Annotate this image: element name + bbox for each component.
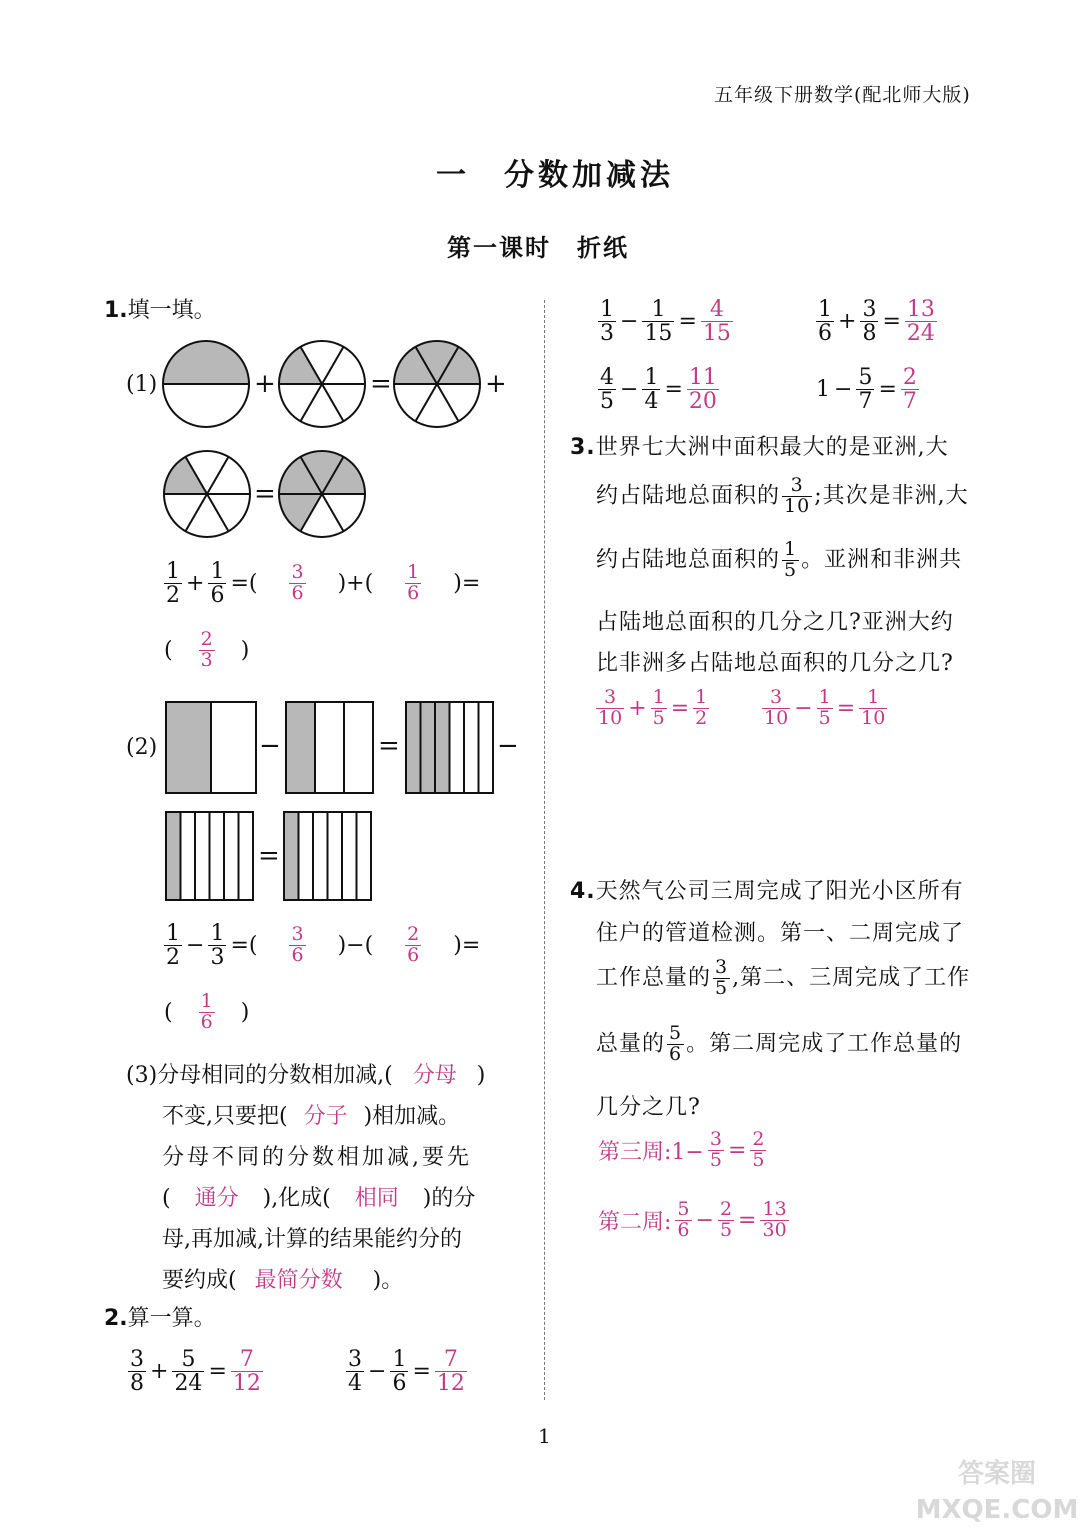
answer-fraction: $\frac{3}{6}$ bbox=[291, 923, 304, 967]
svg-text:=: = bbox=[378, 731, 400, 761]
answer-fraction: $\frac{3}{6}$ bbox=[291, 561, 304, 605]
q3-answer-1: $\frac{3}{10}$ + $\frac{1}{5}$ = $\frac{1}{2}$ bbox=[598, 686, 708, 729]
q4-answer-1: 第三周:1− $\frac{3}{5}$ = $\frac{2}{5}$ bbox=[598, 1128, 765, 1171]
svg-text:−: − bbox=[497, 731, 519, 761]
q3-line5: 比非洲多占陆地总面积的几分之几? bbox=[596, 651, 954, 676]
svg-text:=: = bbox=[370, 369, 392, 399]
lesson-title: 第一课时 折纸 bbox=[447, 234, 629, 262]
q1-label: 1. bbox=[104, 298, 128, 323]
answer-fraction: $\frac{2}{3}$ bbox=[200, 628, 213, 671]
q4-line5: 几分之几? bbox=[596, 1095, 701, 1120]
q1-part3-line4: ( 通分 ),化成( 相同 )的分 bbox=[162, 1186, 476, 1211]
q4-line3: 工作总量的 $\frac{3}{5}$ ,第二、三周完成了工作 bbox=[596, 956, 971, 999]
svg-text:−: − bbox=[259, 731, 281, 761]
fraction: $\frac{1}{2}$ bbox=[166, 559, 180, 609]
fraction: $\frac{1}{3}$ bbox=[210, 921, 225, 971]
q2-item-2: $\frac{3}{4}$ − $\frac{1}{6}$ = $\frac{7}{12}$ bbox=[348, 1347, 465, 1397]
answer-fraction: $\frac{1}{6}$ bbox=[407, 561, 420, 605]
circle-sixth-shaded bbox=[279, 341, 365, 427]
q1-part1-equation: $\frac{1}{2}$ + $\frac{1}{6}$ =( $\frac{3}{6}$ )+( $\frac{1}{6}$ )= bbox=[166, 559, 481, 609]
circle-half-shaded bbox=[163, 341, 249, 427]
q1-part1-label: (1) bbox=[126, 372, 158, 397]
q2-item-5: $\frac{4}{5}$ − $\frac{1}{4}$ = $\frac{11}{20}$ bbox=[600, 365, 717, 415]
q3-line2: 约占陆地总面积的 $\frac{3}{10}$ ;其次是非洲,大 bbox=[596, 474, 969, 517]
rect-half-shaded bbox=[166, 702, 256, 793]
q4-line1: 4.天然气公司三周完成了阳光小区所有 bbox=[570, 879, 964, 904]
q1-part3-line1: (3)分母相同的分数相加减,( 分母 ) bbox=[126, 1063, 486, 1088]
q1-part2-equation: $\frac{1}{2}$ − $\frac{1}{3}$ =( $\frac{3}{6}$ )−( $\frac{2}{6}$ )= bbox=[166, 921, 481, 971]
rect-third-shaded bbox=[286, 702, 373, 793]
page-number: 1 bbox=[538, 1424, 551, 1448]
svg-text:=: = bbox=[254, 479, 276, 509]
book-header: 五年级下册数学(配北师大版) bbox=[714, 84, 971, 106]
q4-line2: 住户的管道检测。第一、二周完成了 bbox=[596, 921, 965, 946]
q1-part3-line6: 要约成( 最简分数 )。 bbox=[162, 1268, 404, 1293]
q3-line4: 占陆地总面积的几分之几?亚洲大约 bbox=[596, 610, 954, 635]
q2-item-4: $\frac{1}{6}$ + $\frac{3}{8}$ = $\frac{13}{24}$ bbox=[818, 297, 935, 347]
rect-one-sixth-shaded bbox=[166, 812, 253, 900]
svg-text:+: + bbox=[485, 369, 507, 399]
q1-part2-result: ( $\frac{1}{6}$ ) bbox=[164, 990, 250, 1033]
circle-three-sixths-shaded bbox=[394, 341, 480, 427]
q1-part2-label: (2) bbox=[126, 735, 158, 760]
q3-answer-2: $\frac{3}{10}$ − $\frac{1}{5}$ = $\frac{1}{10}$ bbox=[764, 686, 886, 729]
q4-line4: 总量的 $\frac{5}{6}$ 。第二周完成了工作总量的 bbox=[596, 1022, 963, 1065]
answer-fraction: $\frac{1}{6}$ bbox=[200, 990, 213, 1033]
chapter-title: 一 分数加减法 bbox=[436, 158, 674, 193]
q1-part3-line2: 不变,只要把( 分子 )相加减。 bbox=[162, 1104, 461, 1129]
fraction: $\frac{1}{2}$ bbox=[166, 921, 180, 971]
q1-part3-line3: 分母不同的分数相加减,要先 bbox=[162, 1145, 472, 1170]
fraction: $\frac{1}{6}$ bbox=[210, 559, 225, 609]
rect-one-sixth-shaded-2 bbox=[284, 812, 371, 900]
q3-line3: 约占陆地总面积的 $\frac{1}{5}$ 。亚洲和非洲共 bbox=[596, 538, 963, 581]
q1-prompt: 填一填。 bbox=[127, 298, 216, 323]
q2-heading: 2.算一算。 bbox=[104, 1306, 216, 1331]
q4-answer-2: 第二周: $\frac{5}{6}$ − $\frac{2}{5}$ = $\frac{13}{30}$ bbox=[598, 1198, 787, 1241]
q2-item-6: 1 − $\frac{5}{7}$ = $\frac{2}{7}$ bbox=[816, 365, 917, 415]
rect-three-sixths-shaded bbox=[406, 702, 493, 793]
svg-text:=: = bbox=[258, 841, 280, 871]
circle-four-sixths-shaded bbox=[279, 451, 365, 537]
circle-sixth-shaded-2 bbox=[164, 451, 250, 537]
q2-item-1: $\frac{3}{8}$ + $\frac{5}{24}$ = $\frac{7}{12}$ bbox=[130, 1347, 261, 1397]
q2-item-3: $\frac{1}{3}$ − $\frac{1}{15}$ = $\frac{4}{15}$ bbox=[600, 297, 731, 347]
q1-part1-result: ( $\frac{2}{3}$ ) bbox=[164, 628, 250, 671]
q1-part3-line5: 母,再加减,计算的结果能约分的 bbox=[162, 1227, 462, 1252]
watermark-logo: 答案圈 MXQE.COM bbox=[915, 1459, 1079, 1525]
q3-line1: 3.世界七大洲中面积最大的是亚洲,大 bbox=[570, 435, 949, 460]
answer-fraction: $\frac{2}{6}$ bbox=[407, 923, 420, 967]
svg-text:+: + bbox=[254, 369, 276, 399]
